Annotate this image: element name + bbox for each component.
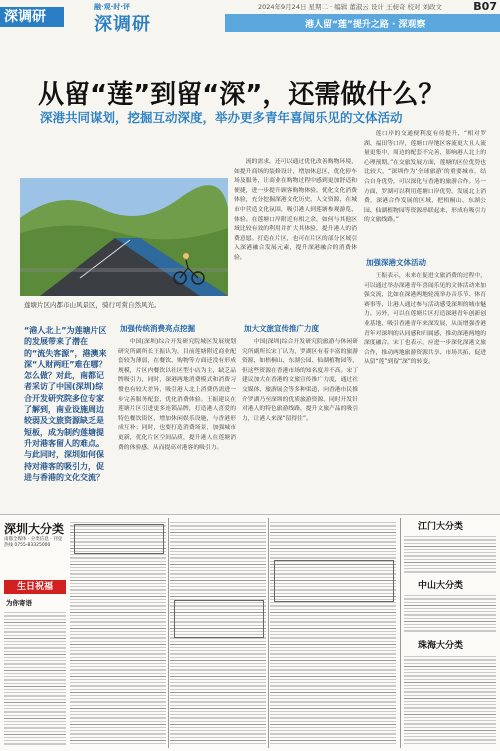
subheadline: 深港共同谋划，挖掘互动深度，举办更多青年喜闻乐见的文体活动 (40, 110, 403, 125)
section-title-2: 加大文旅宣传推广力度 (244, 324, 319, 333)
article-column-1 (234, 158, 357, 306)
article-text: 王振表示，未来在促进文旅消费的过程中，可以通过举办深港青年喜闻乐见的文体活动来加强交流，比如在深港两地轮流举办音乐节、体育赛事等，让港人通过参与活动感受深圳的城市魅力。另外，可以在莲塘片区打造深港青年创新创业基地，吸引香港青年来深发展，从而增强香港青年对深圳的认同感和归属感，推动深港两地的深度融合。宋丁也表示，应进一步深化深港文旅合作，推动两地旅游资源共享、市场共拓，促进从留“莲”到留“深”的转变。 (364, 273, 486, 366)
banner-text: 港人留“莲”提升之路 · 深观察 (305, 20, 426, 30)
header-banner (225, 14, 500, 32)
section-tag: 深调研 (0, 7, 64, 27)
regional-title-jiangmen: 江门大分类 (418, 522, 464, 532)
section-title-3: 加强深港文体活动 (366, 258, 426, 267)
article-column-2 (364, 130, 486, 248)
article-text: 莲口岸的交通便利度有待提升，“相对罗湖、福田等口岸，莲塘口岸地区客流更大且人流量更集中，周边的配套不完善，影响港人北上的心理预期。”在交旅发展方面，莲塘的区位优势也比较大，“深圳作为‘全球旅游’的重要城市，结合自身优势，可以深化与香港的旅游合作。另一方面，罗湖可以利用莲塘口岸优势，发展北上消费，深港合作发展的区域，把梧桐山、东湖公园、仙湖植物园等资源串联起来，形成有吸引力的文旅线路。” (364, 131, 486, 224)
column-masthead (94, 2, 164, 34)
page-number: B07 (473, 0, 497, 13)
ad-box (74, 524, 164, 554)
masthead-small-text: 融·观·时·评 (94, 3, 130, 11)
regional-title-zhongshan: 中山大分类 (418, 581, 464, 591)
regional-listing (404, 534, 496, 574)
column-divider (168, 518, 169, 748)
classifieds-brand (4, 520, 66, 578)
dateline: 2024年9月24日 星期二 · 编辑 董淑云 设计 王昶奇 校对 刘政文 (258, 3, 443, 11)
intro-paragraph: “港人北上”为莲塘片区的发展带来了潜在的“流失客源”，港澳来深“人财两旺”难在哪？怎么做？对此，南都记者采访了中国(深圳)综合开发研究院多位专家了解到，南业设施周边较弱及文旅资源缺乏是短板，成为制约莲塘提升对港客留人的难点。与此同时，深圳如何保持对港客的吸引力，促进与香港的文化交流？ (24, 326, 107, 482)
photo-caption: 莲塘片区内都市山风景区，骑行可赏自然风光。 (24, 301, 161, 309)
classifieds-column (270, 520, 396, 746)
article-text: 流的需求，还可以通过优化改善购物环境，如提升商场的装修设计，增加休息区，优化停车场及服务，让商业在购物过程中感到更加舒适和便捷，进一步提升顾客购物体验。优化文化消费体验，充分挖掘深港文化历史、人文资源，在城市中营造文化氛围，吸引港人到莲塘参观游览、体验。在莲塘口岸附近有相之余，如何与其他区域比较有效的利用并扩大其体验，提升港人的消费意愿。打造在片区，也可在片区的部分区域引入深港融合发展元素，提升深港融合的消费体验。 (234, 159, 357, 261)
article-column-3 (364, 272, 486, 482)
photo-illustration (20, 178, 228, 296)
regional-listing (404, 593, 496, 633)
headline: 从留“莲”到留“深”，还需做什么？ (38, 80, 445, 110)
article-column-4 (118, 338, 236, 508)
article-column-5 (242, 338, 358, 508)
helper-label: 为你寄语 (6, 599, 32, 607)
masthead-title: 深调研 (94, 14, 151, 35)
column-divider (400, 518, 401, 748)
regional-title-zhuhai: 珠海大分类 (418, 641, 464, 651)
classifieds-brand-sub: 南都全媒体 · 分类信息 · 刊登热线 0755-83325000 (4, 537, 63, 548)
ad-box (274, 560, 394, 602)
cycling-path-photo (20, 178, 228, 296)
page-header (0, 0, 500, 34)
classifieds-brand-name: 深圳大分类 (4, 522, 65, 536)
section-title-1: 加强传统消费亮点挖掘 (120, 324, 195, 333)
classifieds-column (4, 610, 66, 746)
article-text: 中国(深圳)综合开发研究院城区发展规划研究所副所长王振认为，目前莲塘附近商业配套较为薄弱，在餐饮、购物等方面还没有形成规模，片区内餐饮以社区型小店为主，缺乏品牌吸引力，同时，深港两地消费模式和消费习惯也有较大差异，吸引港人北上消费仍需进一步完善服务配套，优化消费体验。王振建议在莲塘片区引进更多连锁品牌，打造港人喜爱的特色餐饮街区，增加休闲娱乐设施，与香港形成互补；同时，也要打造消费场景，加强城市更新，优化片区空间品质，提升港人在莲塘消费的体验感，从而提高对港客的吸引力。 (118, 339, 236, 451)
regional-listing (404, 654, 496, 746)
article-text: 中国(深圳)综合开发研究院旅游与休闲研究所副所长宋丁认为，罗湖区有着丰富的旅游资源，如梧桐山、东湖公园、仙湖植物园等，但这些资源在香港市场的知名度并不高。宋丁建议加大在香港的文旅宣传推广力度，通过社交媒体、旅游展会等多种渠道，向香港市民推介罗湖乃至深圳的优质旅游资源，同时开发针对港人的特色旅游线路，提升文旅产品的吸引力，让港人来深“留得住”。 (242, 339, 358, 422)
ad-box (174, 600, 264, 638)
birthday-label: 生日祝福 (4, 580, 66, 594)
column-divider (268, 518, 269, 748)
